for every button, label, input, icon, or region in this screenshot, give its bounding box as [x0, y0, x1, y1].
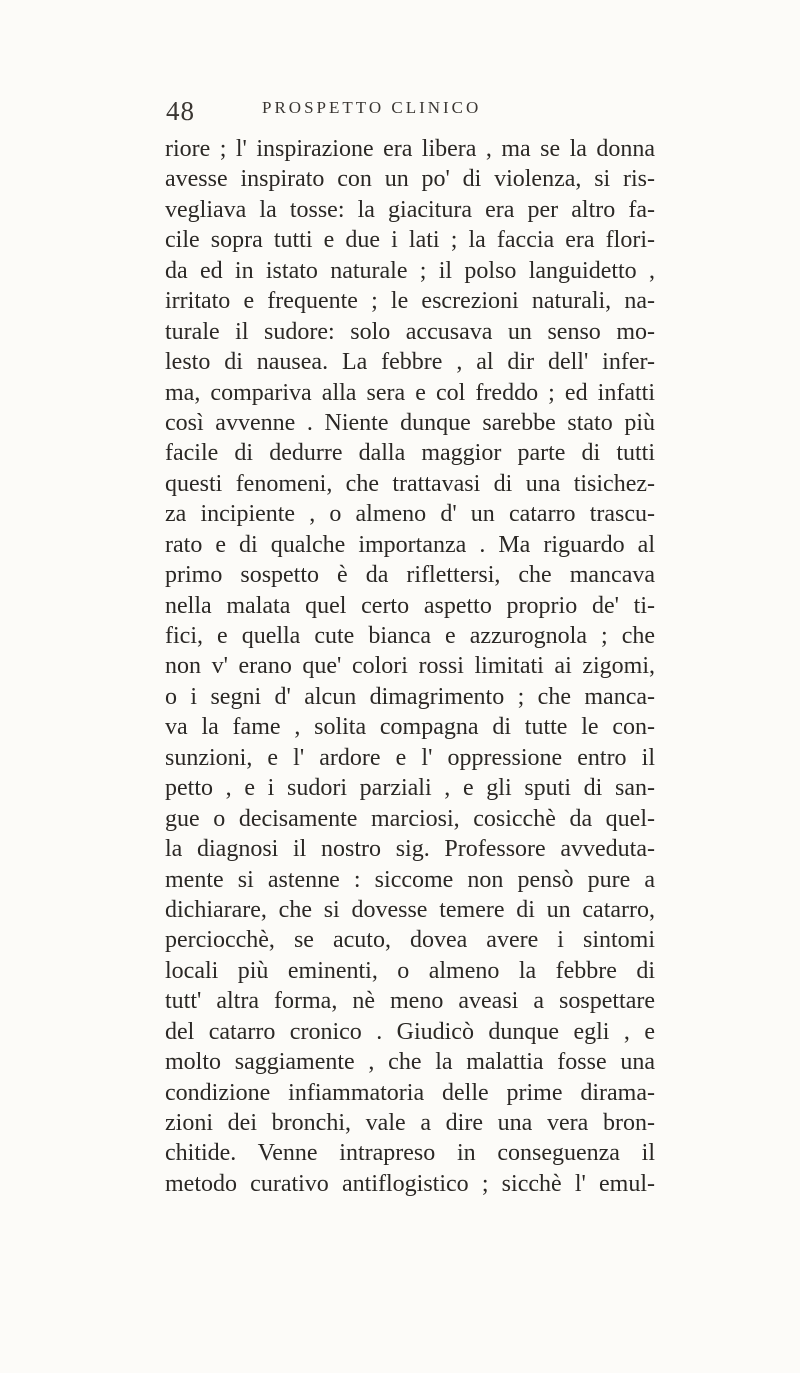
text-line: rato e di qualche importanza . Ma riguardo al	[165, 531, 655, 558]
text-line: del catarro cronico . Giudicò dunque egli , e	[165, 1018, 655, 1045]
text-line: gue o decisamente marciosi, cosicchè da quel-	[165, 805, 655, 832]
page-header	[166, 90, 646, 130]
text-line: turale il sudore: solo accusava un senso mo-	[165, 318, 655, 345]
text-line: fici, e quella cute bianca e azzurognola ; che	[165, 623, 655, 649]
text-line: va la fame , solita compagna di tutte le con-	[165, 714, 655, 741]
text-line: irritato e frequente ; le escrezioni naturali, na-	[165, 288, 655, 315]
text-line: primo sospetto è da riflettersi, che mancava	[165, 562, 655, 589]
text-line: condizione infiammatoria delle prime dirama-	[165, 1079, 655, 1106]
text-line: da ed in istato naturale ; il polso languidetto ,	[165, 257, 655, 284]
text-line: chitide. Venne intrapreso in conseguenza il	[165, 1140, 655, 1167]
text-line: nella malata quel certo aspetto proprio de' ti-	[165, 592, 655, 619]
text-line: così avvenne . Niente dunque sarebbe stato più	[165, 409, 655, 436]
running-head: PROSPETTO CLINICO	[262, 98, 482, 117]
text-line: vegliava la tosse: la giacitura era per altro fa-	[165, 196, 655, 223]
text-line: lesto di nausea. La febbre , al dir dell' infer-	[165, 349, 655, 376]
text-line: locali più eminenti, o almeno la febbre di	[165, 957, 655, 984]
text-line: perciocchè, se acuto, dovea avere i sintomi	[165, 927, 655, 954]
body-text	[165, 134, 655, 1199]
text-line: metodo curativo antiflogistico ; sicchè l' emul-	[165, 1170, 655, 1197]
text-line: questi fenomeni, che trattavasi di una tisichez-	[165, 470, 655, 497]
text-line: zioni dei bronchi, vale a dire una vera bron-	[165, 1110, 655, 1136]
text-line: non v' erano que' colori rossi limitati ai zigomi,	[165, 653, 655, 680]
text-line: cile sopra tutti e due i lati ; la faccia era flori-	[165, 227, 655, 254]
text-line: petto , e i sudori parziali , e gli sputi di san-	[165, 775, 655, 802]
text-line: avesse inspirato con un po' di violenza, si ris-	[165, 166, 655, 193]
text-line: molto saggiamente , che la malattia fosse una	[165, 1049, 655, 1076]
text-line: facile di dedurre dalla maggior parte di tutti	[165, 440, 655, 467]
text-line: riore ; l' inspirazione era libera , ma se la donna	[165, 136, 655, 162]
text-line: za incipiente , o almeno d' un catarro trascu-	[165, 501, 655, 528]
text-line: tutt' altra forma, nè meno aveasi a sospettare	[165, 988, 655, 1015]
text-line: sunzioni, e l' ardore e l' oppressione entro il	[165, 744, 655, 771]
page-number: 48	[166, 96, 195, 126]
text-line: la diagnosi il nostro sig. Professore avveduta-	[165, 836, 655, 863]
text-line: ma, compariva alla sera e col freddo ; ed infatti	[165, 379, 655, 406]
text-line: mente si astenne : siccome non pensò pure a	[165, 866, 655, 893]
text-line: o i segni d' alcun dimagrimento ; che manca-	[165, 683, 655, 710]
text-line: dichiarare, che si dovesse temere di un catarro,	[165, 896, 655, 923]
